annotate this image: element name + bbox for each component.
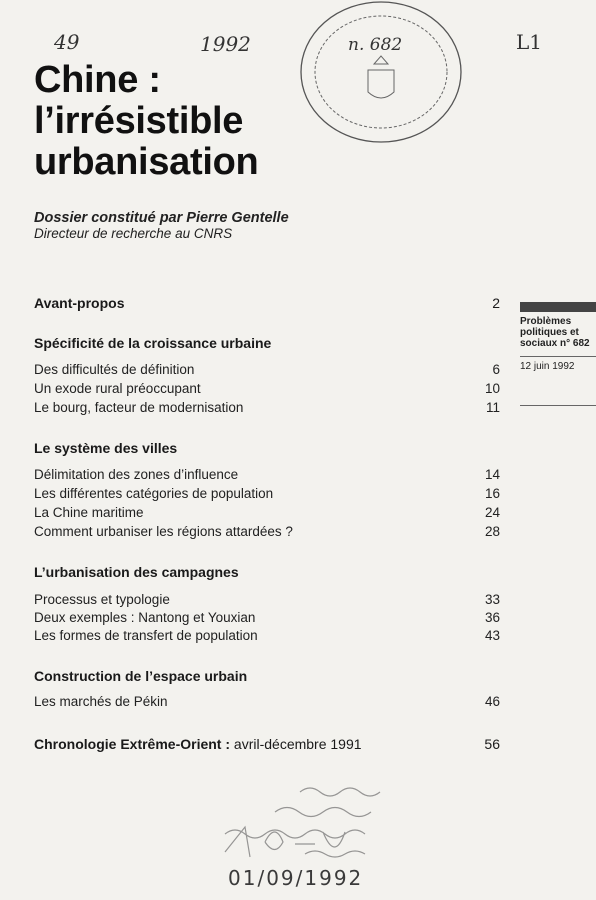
toc-section-title[interactable]: [34, 440, 500, 456]
toc-entry-label: Les marchés de Pékin: [34, 694, 168, 709]
toc-entry[interactable]: [34, 628, 500, 643]
publication-line-3: sociaux n° 682: [520, 338, 590, 349]
toc-page-number: 43: [484, 628, 500, 643]
dossier-author-role: Directeur de recherche au CNRS: [34, 226, 233, 241]
toc-page-number: 10: [484, 381, 500, 396]
toc-entry-label: Un exode rural préoccupant: [34, 381, 201, 396]
toc-entry[interactable]: [34, 381, 500, 396]
toc-page-number: 36: [484, 610, 500, 625]
sidebar-divider: [520, 356, 596, 357]
toc-page-number: 6: [492, 362, 500, 377]
toc-entry-avant-propos[interactable]: [34, 295, 500, 311]
sidebar-divider: [520, 405, 596, 406]
sidebar-rule-bar: [520, 302, 596, 312]
handwritten-number-left: 49: [54, 30, 80, 54]
toc-page-number: 28: [484, 524, 500, 539]
toc-entry-label: Les formes de transfert de population: [34, 628, 258, 643]
title-line-3: urbanisation: [34, 141, 259, 183]
toc-page-number: 11: [485, 400, 500, 415]
toc-page-number: 46: [484, 694, 500, 709]
toc-entry-label: Le bourg, facteur de modernisation: [34, 400, 244, 415]
toc-entry-label: Deux exemples : Nantong et Youxian: [34, 610, 256, 625]
toc-section-label: Spécificité de la croissance urbaine: [34, 335, 272, 351]
toc-entry[interactable]: [34, 592, 500, 607]
toc-entry-label: Délimitation des zones d’influence: [34, 467, 239, 482]
title-line-1: Chine :: [34, 59, 161, 101]
page-title: [34, 60, 334, 183]
toc-page-number: 33: [484, 592, 500, 607]
toc-entry-label: Comment urbaniser les régions attardées ?: [34, 524, 293, 539]
handwritten-year: 1992: [200, 32, 251, 56]
toc-entry[interactable]: [34, 505, 500, 520]
toc-entry-label: Des difficultés de définition: [34, 362, 195, 377]
dossier-author: Dossier constitué par Pierre Gentelle: [34, 210, 289, 226]
toc-chronologie-period: avril-décembre 1991: [230, 736, 362, 752]
toc-entry[interactable]: [34, 362, 500, 377]
seal-handwritten-number: n. 682: [348, 35, 403, 55]
toc-entry[interactable]: [34, 486, 500, 501]
toc-section-label: Le système des villes: [34, 440, 178, 456]
acquisition-stamp-registration-number: 01/09/1992: [228, 866, 364, 890]
toc-entry-label: Les différentes catégories de population: [34, 486, 274, 501]
toc-section-label: L’urbanisation des campagnes: [34, 564, 239, 580]
sidebar-date: 12 juin 1992: [520, 361, 575, 372]
toc-entry[interactable]: [34, 400, 500, 415]
toc-entry-label: Processus et typologie: [34, 592, 170, 607]
publication-line-1: Problèmes: [520, 316, 572, 327]
toc-page-number: 24: [484, 505, 500, 520]
title-line-2: l’irrésistible: [34, 100, 244, 142]
toc-section-title[interactable]: [34, 668, 500, 684]
toc-page-number: 16: [484, 486, 500, 501]
toc-section-title: Avant-propos: [34, 295, 125, 311]
toc-section-title[interactable]: [34, 564, 500, 580]
toc-entry-chronologie[interactable]: [34, 736, 500, 752]
toc-section-title[interactable]: [34, 335, 500, 351]
toc-entry[interactable]: [34, 467, 500, 482]
toc-page-number: 56: [484, 736, 500, 752]
publication-line-2: politiques et: [520, 327, 579, 338]
sidebar-publication: [520, 316, 596, 349]
toc-entry[interactable]: [34, 694, 500, 709]
toc-entry[interactable]: [34, 610, 500, 625]
toc-page-number: 14: [484, 467, 500, 482]
toc-entry-label: La Chine maritime: [34, 505, 144, 520]
handwritten-code-right: L1: [516, 30, 543, 54]
toc-entry[interactable]: [34, 524, 500, 539]
toc-page-number: 2: [492, 295, 500, 311]
toc-chronologie-label: Chronologie Extrême-Orient :: [34, 736, 231, 752]
toc-section-label: Construction de l’espace urbain: [34, 668, 248, 684]
